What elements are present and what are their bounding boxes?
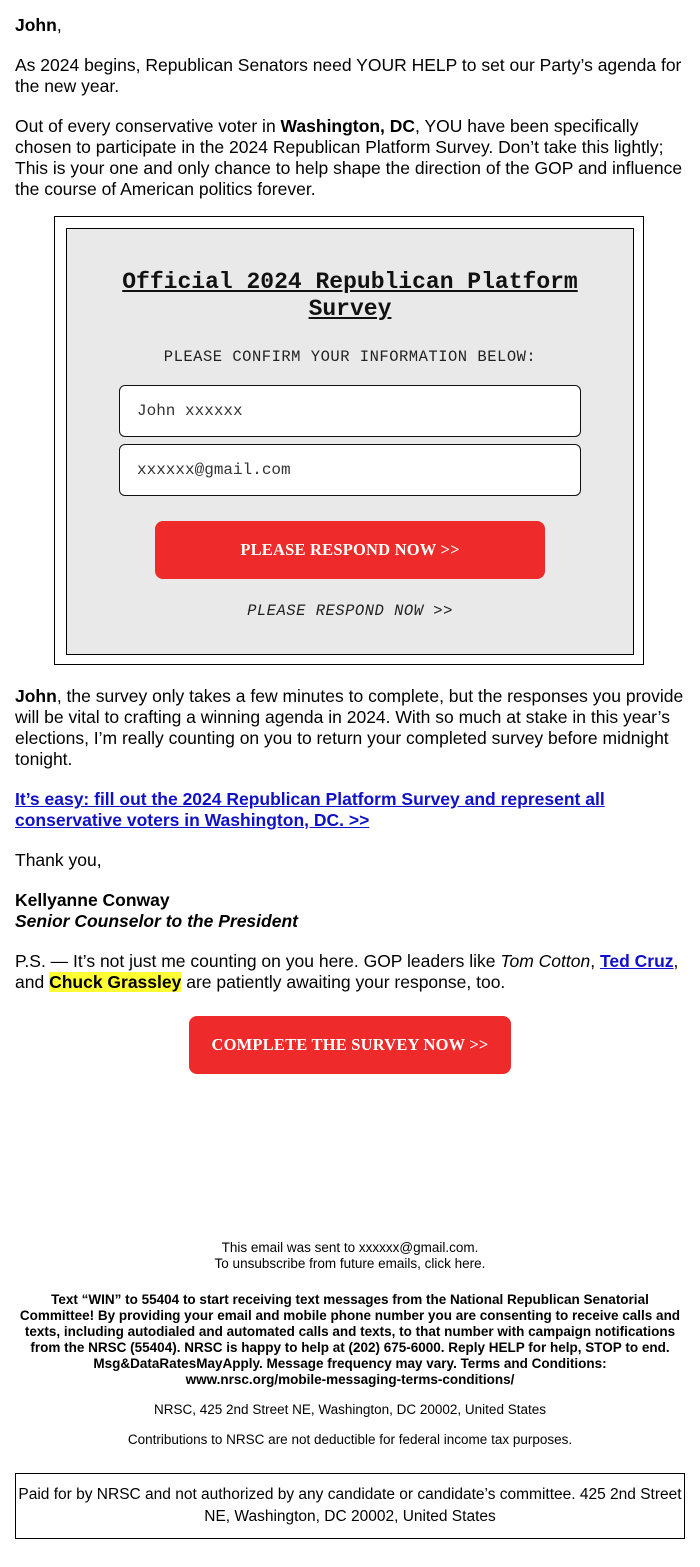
leader-ted-cruz-link[interactable]: Ted Cruz bbox=[599, 951, 674, 971]
urgency-name: John bbox=[15, 686, 57, 706]
greeting: John, bbox=[15, 15, 62, 35]
selection-paragraph: Out of every conservative voter in Washington, DC, YOU have been specifically chosen to participate in the 2024 Republican Platform Survey. Don’t take this lightly; This is your one and only chance to help shape the direction of the GOP and influence the course of American politics forever. bbox=[15, 116, 683, 199]
sent-to-line: This email was sent to xxxxxx@gmail.com. bbox=[221, 1240, 479, 1255]
cta-paragraph bbox=[15, 789, 685, 831]
ps-paragraph: P.S. — It’s not just me counting on you here. GOP leaders like Tom Cotton, Ted Cruz, and Chuck Grassley are patiently awaiting your response, too. bbox=[15, 951, 679, 992]
respond-now-button[interactable]: PLEASE RESPOND NOW >> bbox=[155, 521, 545, 579]
survey-cta-link[interactable]: It’s easy: fill out the 2024 Republican Platform Survey and represent all conservative voters in Washington, DC. >> bbox=[15, 789, 605, 830]
name-field[interactable]: John xxxxxx bbox=[119, 385, 581, 437]
survey-box bbox=[54, 216, 644, 665]
paid-for-disclaimer: Paid for by NRSC and not authorized by any candidate or candidate’s committee. 425 2nd Street NE, Washington, DC 20002, United States bbox=[15, 1473, 685, 1539]
email-field[interactable]: xxxxxx@gmail.com bbox=[119, 444, 581, 496]
urgency-paragraph: John, the survey only takes a few minutes to complete, but the responses you provide will be vital to crafting a winning agenda in 2024. With so much at stake in this year’s elections, I’m really counting on you to return your completed survey before midnight tonight. bbox=[15, 686, 684, 769]
complete-survey-button[interactable]: COMPLETE THE SURVEY NOW >> bbox=[189, 1016, 511, 1074]
leader-tom-cotton: Tom Cotton bbox=[500, 951, 591, 971]
sent-to-email-link[interactable]: xxxxxx@gmail.com bbox=[358, 1240, 475, 1255]
body-lower bbox=[0, 686, 700, 1012]
intro-paragraph: As 2024 begins, Republican Senators need YOUR HELP to set our Party’s agenda for the new year. bbox=[15, 55, 682, 96]
thanks: Thank you, bbox=[15, 850, 102, 870]
sms-disclaimer: Text “WIN” to 55404 to start receiving text messages from the National Republican Senatorial Committee! By providing your email and mobile phone number you are consenting to receive calls and texts, including autodialed and automated calls and texts, to that number with campaign notifications from the NRSC (55404). NRSC is happy to help at (202) 675-6000. Reply HELP for help, STOP to end. Msg&DataRatesMayApply. Message frequency may vary. Terms and Conditions: www.nrsc.org/mobile-messaging-terms-conditions/ bbox=[19, 1292, 681, 1387]
footer bbox=[15, 1240, 685, 1448]
terms-link[interactable]: www.nrsc.org/mobile-messaging-terms-conditions/ bbox=[185, 1372, 515, 1387]
unsubscribe-line: To unsubscribe from future emails, click here. bbox=[214, 1256, 486, 1271]
signature-name: Kellyanne Conway bbox=[15, 890, 170, 910]
leader-chuck-grassley: Chuck Grassley bbox=[49, 972, 182, 992]
greeting-name: John bbox=[15, 15, 57, 35]
respond-now-link[interactable]: PLEASE RESPOND NOW >> bbox=[247, 602, 453, 620]
footer-address: NRSC, 425 2nd Street NE, Washington, DC 20002, United States bbox=[154, 1402, 546, 1417]
survey-panel bbox=[66, 228, 634, 655]
location-name: Washington, DC bbox=[280, 116, 416, 136]
contributions-notice: Contributions to NRSC are not deductible for federal income tax purposes. bbox=[127, 1432, 573, 1447]
email-body bbox=[0, 0, 700, 200]
unsubscribe-link[interactable]: click here bbox=[424, 1256, 482, 1271]
signature-title: Senior Counselor to the President bbox=[15, 911, 298, 931]
survey-title[interactable]: Official 2024 Republican Platform Survey bbox=[122, 269, 578, 322]
confirm-label: PLEASE CONFIRM YOUR INFORMATION BELOW: bbox=[163, 348, 537, 366]
